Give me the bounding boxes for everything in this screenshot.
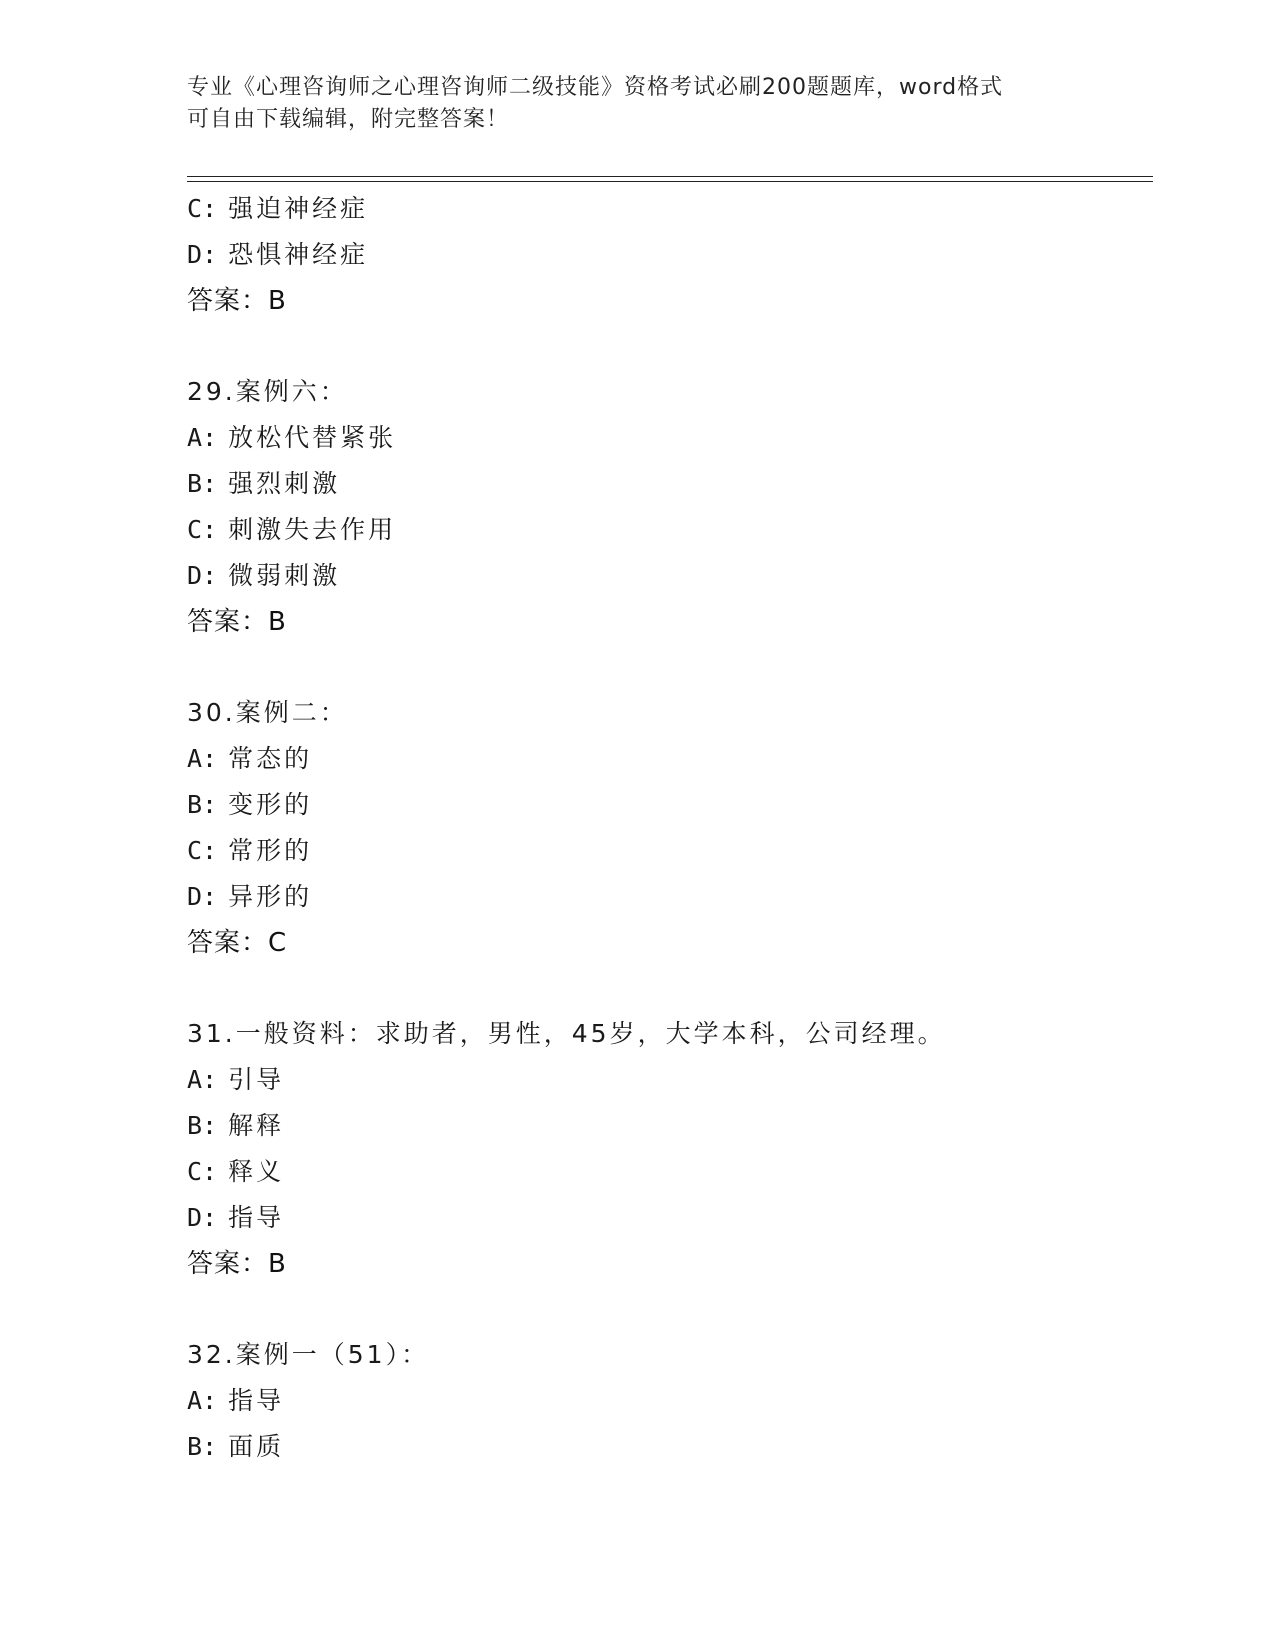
option-label: D: — [187, 882, 218, 911]
question-32 — [187, 1332, 1153, 1470]
option-label: D: — [187, 561, 218, 590]
option-b — [187, 461, 1153, 507]
option-text: 强烈刺激 — [228, 469, 341, 498]
option-text: 恐惧神经症 — [228, 240, 369, 269]
option-label: A: — [187, 423, 218, 452]
answer-line: 答案：B — [187, 607, 287, 637]
option-label: A: — [187, 1386, 218, 1415]
option-c — [187, 828, 1153, 874]
option-text: 刺激失去作用 — [228, 515, 397, 544]
option-label: A: — [187, 1065, 218, 1094]
document-header — [187, 72, 1087, 136]
option-c — [187, 186, 1153, 232]
header-divider-bottom — [187, 181, 1153, 182]
option-label: B: — [187, 1111, 218, 1140]
option-a — [187, 415, 1153, 461]
question-28-continued — [187, 186, 1153, 324]
option-text: 指导 — [228, 1386, 285, 1415]
question-31 — [187, 1011, 1153, 1287]
header-divider-top — [187, 176, 1153, 177]
question-29 — [187, 369, 1153, 645]
question-30 — [187, 690, 1153, 966]
option-text: 放松代替紧张 — [228, 423, 397, 452]
option-d — [187, 232, 1153, 278]
option-a — [187, 1057, 1153, 1103]
answer-line: 答案：C — [187, 928, 288, 958]
option-label: D: — [187, 1203, 218, 1232]
option-text: 异形的 — [228, 882, 313, 911]
option-label: A: — [187, 744, 218, 773]
option-d — [187, 874, 1153, 920]
option-text: 微弱刺激 — [228, 561, 341, 590]
option-d — [187, 1195, 1153, 1241]
option-text: 常形的 — [228, 836, 313, 865]
option-label: B: — [187, 469, 218, 498]
option-a — [187, 736, 1153, 782]
option-label: B: — [187, 1432, 218, 1461]
option-text: 释义 — [228, 1157, 285, 1186]
question-stem: 30.案例二： — [187, 698, 348, 727]
option-label: C: — [187, 836, 218, 865]
option-text: 指导 — [228, 1203, 285, 1232]
option-label: C: — [187, 515, 218, 544]
option-b — [187, 1424, 1153, 1470]
option-text: 引导 — [228, 1065, 285, 1094]
question-list — [187, 186, 1153, 1470]
option-text: 强迫神经症 — [228, 194, 369, 223]
option-text: 面质 — [228, 1432, 285, 1461]
answer-line: 答案：B — [187, 1249, 287, 1279]
option-c — [187, 1149, 1153, 1195]
option-label: D: — [187, 240, 218, 269]
question-stem: 31.一般资料：求助者，男性，45岁，大学本科，公司经理。 — [187, 1019, 946, 1048]
option-label: B: — [187, 790, 218, 819]
option-label: C: — [187, 1157, 218, 1186]
option-c — [187, 507, 1153, 553]
option-b — [187, 1103, 1153, 1149]
option-label: C: — [187, 194, 218, 223]
option-d — [187, 553, 1153, 599]
header-line-1: 专业《心理咨询师之心理咨询师二级技能》资格考试必刷200题题库，word格式 — [187, 75, 1004, 100]
option-text: 常态的 — [228, 744, 313, 773]
option-a — [187, 1378, 1153, 1424]
answer-line: 答案：B — [187, 286, 287, 316]
option-text: 变形的 — [228, 790, 313, 819]
option-b — [187, 782, 1153, 828]
question-stem: 32.案例一（51）： — [187, 1340, 430, 1369]
header-line-2: 可自由下载编辑，附完整答案！ — [187, 107, 510, 132]
question-stem: 29.案例六： — [187, 377, 348, 406]
option-text: 解释 — [228, 1111, 285, 1140]
